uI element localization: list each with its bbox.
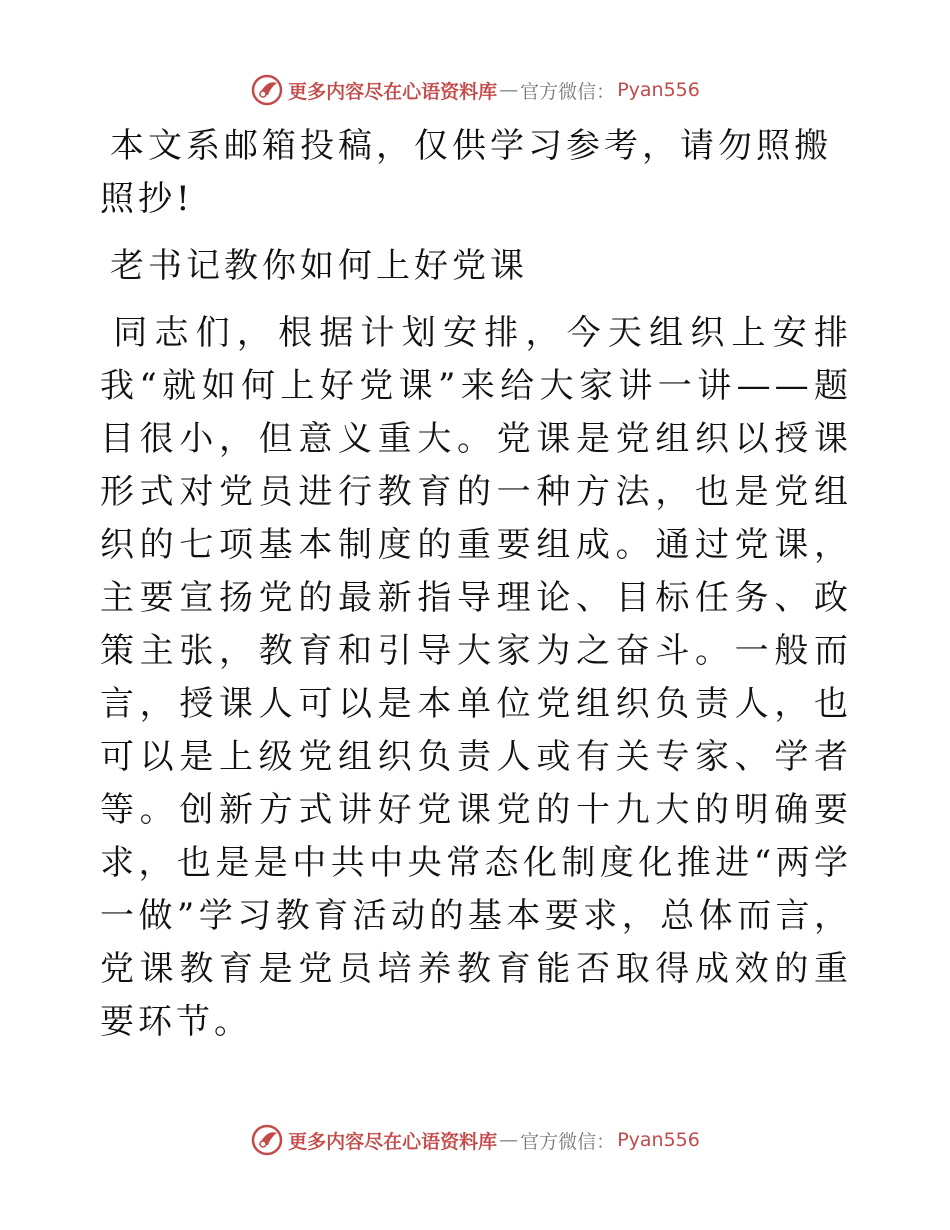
header-promo-text: 更多内容尽在心语资料库 (288, 80, 498, 103)
footer-banner (0, 1122, 950, 1158)
footer-wechat-label: 官方微信： (520, 1130, 616, 1153)
header-wechat-id: Pyan556 (617, 79, 700, 101)
notice-text: 本文系邮箱投稿，仅供学习参考，请勿照搬照抄! (100, 126, 832, 219)
body-text: 同志们，根据计划安排，今天组织上安排我“就如何上好党课”来给大家讲一讲——题目很小，但意义重大。党课是党组织以授课形式对党员进行教育的一种方法，也是党组织的七项基本制度的重要组成。通过党课，主要宣扬党的最新指导理论、目标任务、政策主张，教育和引导大家为之奋斗。一般而言，授课人可以是本单位党组织负责人，也可以是上级党组织负责人或有关专家、学者等。创新方式讲好党课党的十九大的明确要求，也是是中共中央常态化制度化推进“两学一做”学习教育活动的基本要求，总体而言，党课教育是党员培养教育能否取得成效的重要环节。 (100, 313, 852, 1042)
notice-paragraph (100, 120, 852, 226)
brand-logo-icon (250, 1123, 284, 1157)
document-title (100, 240, 852, 293)
footer-promo-text: 更多内容尽在心语资料库 (288, 1130, 498, 1153)
body-paragraph (100, 307, 852, 1049)
footer-wechat-id: Pyan556 (617, 1129, 700, 1151)
footer-separator: — (499, 1129, 519, 1151)
title-text: 老书记教你如何上好党课 (110, 246, 528, 286)
document-content (100, 120, 852, 1049)
header-banner (0, 72, 950, 108)
header-separator: — (499, 79, 519, 101)
brand-logo-icon (250, 73, 284, 107)
header-wechat-label: 官方微信： (520, 80, 616, 103)
